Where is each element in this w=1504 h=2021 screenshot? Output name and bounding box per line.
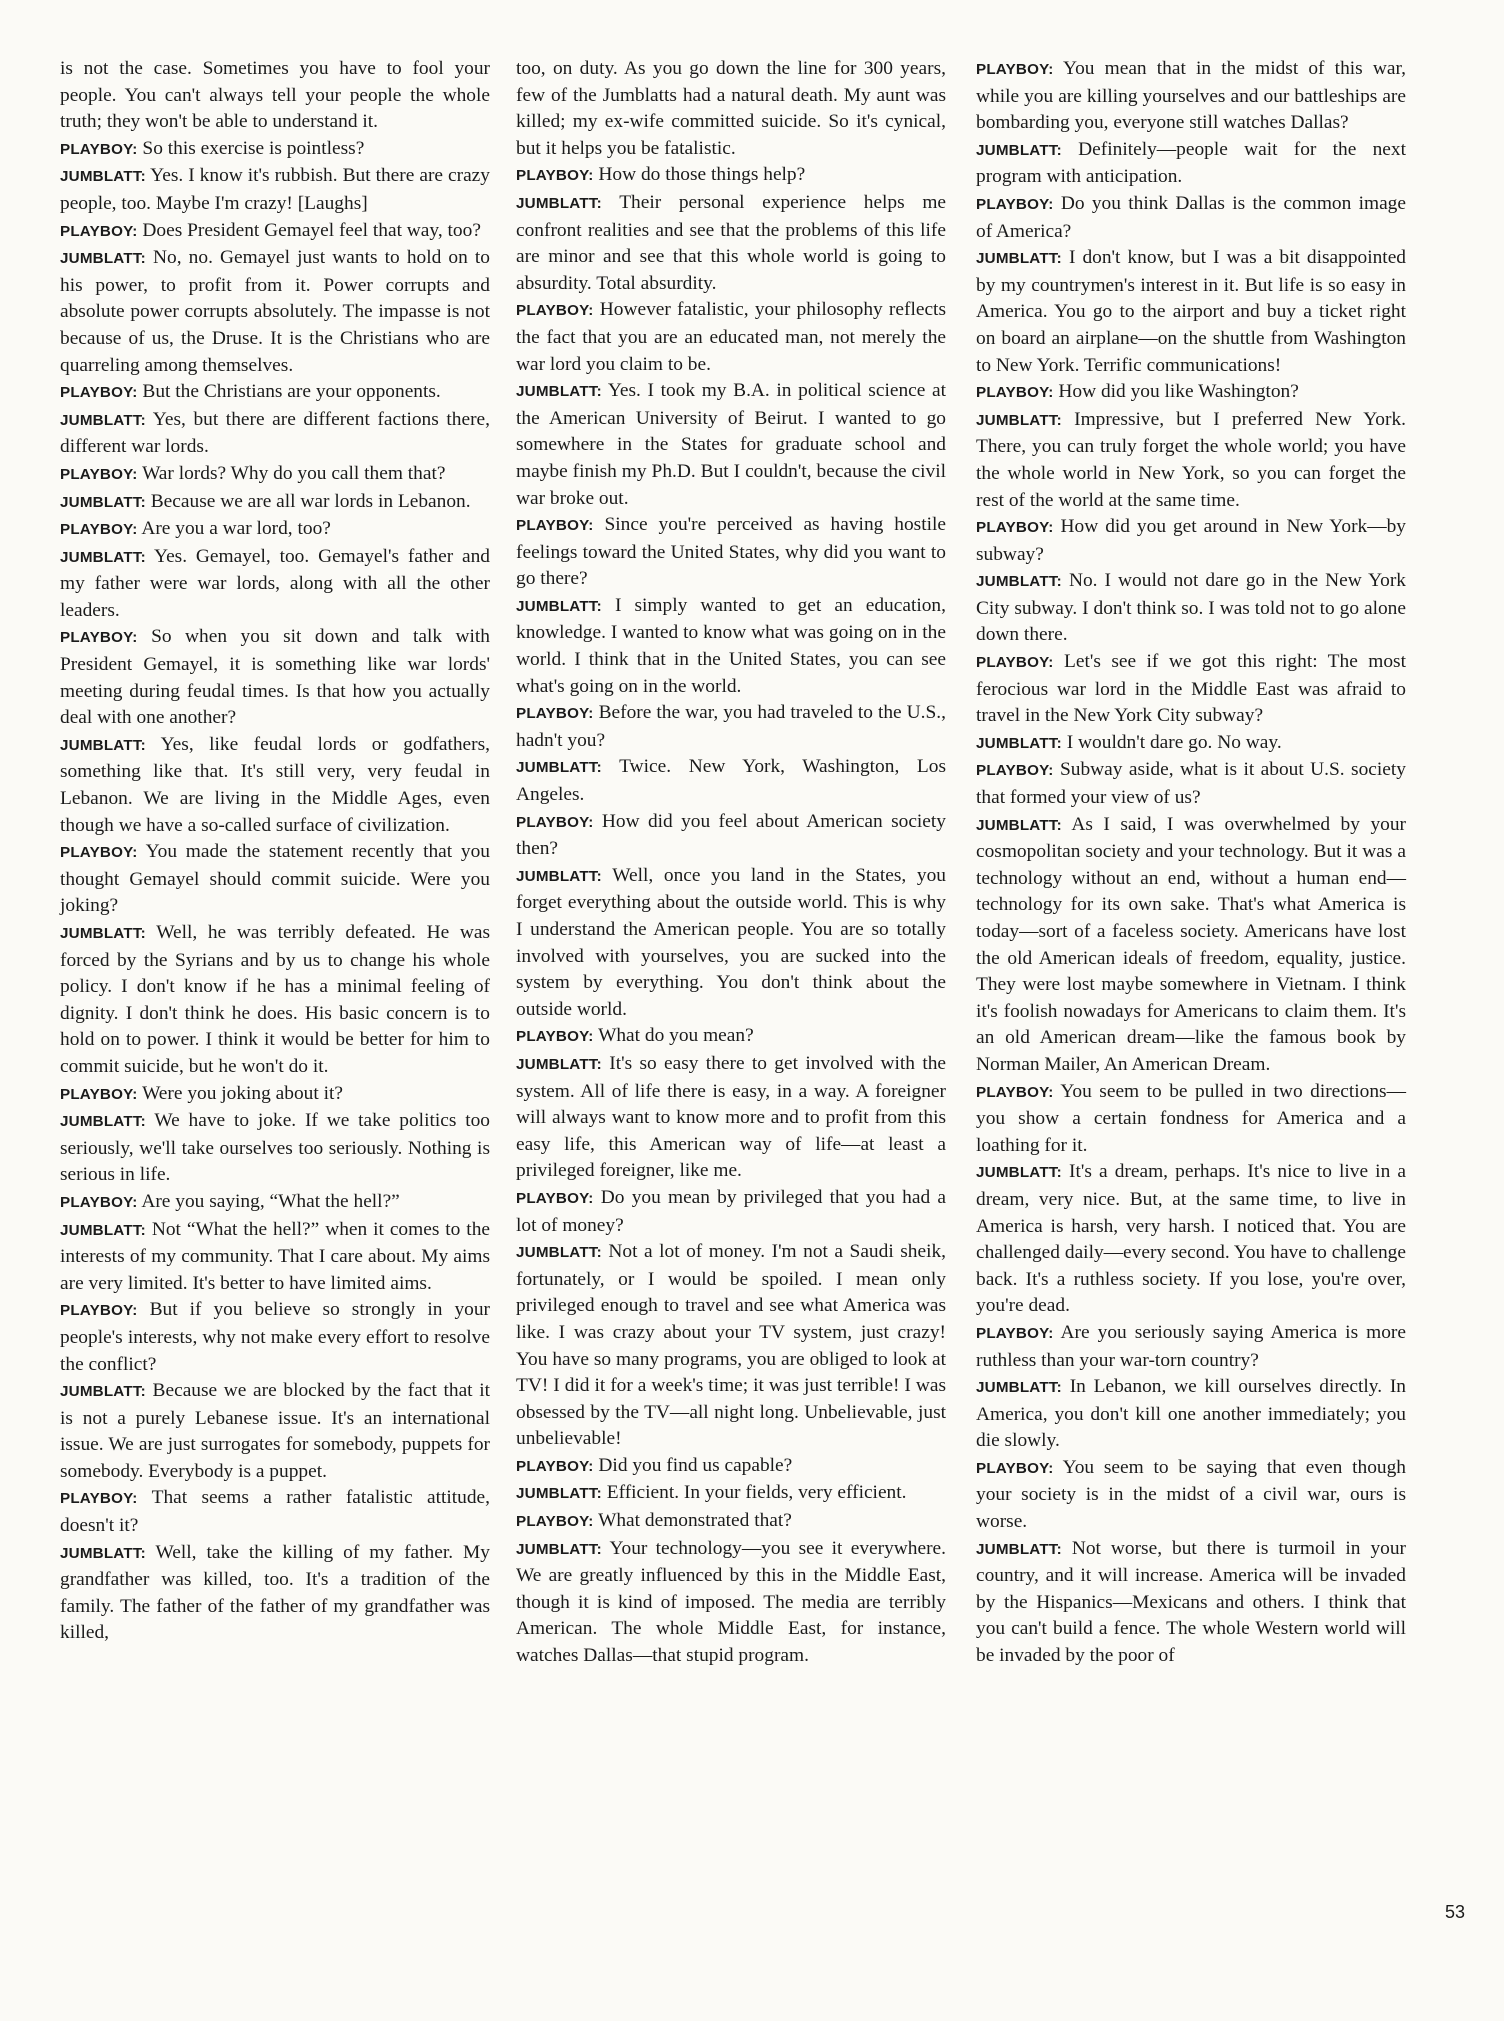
interview-paragraph	[60, 1217, 490, 1298]
interview-paragraph	[60, 1081, 490, 1109]
speaker-label: PLAYBOY:	[516, 813, 594, 831]
speaker-label: PLAYBOY:	[60, 1490, 138, 1508]
interview-paragraph	[976, 1159, 1406, 1320]
speaker-label: PLAYBOY:	[60, 140, 138, 158]
speaker-label: PLAYBOY:	[976, 61, 1054, 78]
paragraph-text: You seem to be pulled in two directions—you show a certain fondness for America and a loathing for it.	[976, 1080, 1406, 1156]
paragraph-text: Does President Gemayel feel that way, too?	[142, 219, 481, 241]
speaker-label: JUMBLATT:	[60, 1113, 146, 1131]
speaker-label: JUMBLATT:	[516, 1244, 602, 1262]
paragraph-text: What do you mean?	[598, 1025, 754, 1047]
interview-paragraph	[516, 297, 946, 378]
interview-paragraph	[516, 593, 946, 700]
interview-paragraph	[516, 1239, 946, 1453]
speaker-label: PLAYBOY:	[516, 1457, 594, 1475]
interview-paragraph	[976, 1079, 1406, 1160]
speaker-label: JUMBLATT:	[516, 1055, 602, 1073]
paragraph-text: Impressive, but I preferred New York. There, you can truly forget the whole world; you have the whole world in New York, so you can forget the rest of the world at the same time.	[976, 408, 1406, 511]
paragraph-text: Yes. I know it's rubbish. But there are crazy people, too. Maybe I'm crazy! [Laughs]	[60, 165, 490, 214]
speaker-label: PLAYBOY:	[516, 1028, 594, 1046]
speaker-label: JUMBLATT:	[60, 736, 146, 754]
paragraph-text: You mean that in the midst of this war, while you are killing yourselves and our battleships are bombarding you, everyone still watches Dallas?	[976, 58, 1406, 134]
speaker-label: PLAYBOY:	[60, 629, 138, 647]
interview-paragraph	[60, 461, 490, 489]
speaker-label: JUMBLATT:	[976, 1540, 1062, 1558]
interview-paragraph	[516, 700, 946, 754]
speaker-label: JUMBLATT:	[976, 573, 1062, 591]
interview-paragraph	[516, 378, 946, 512]
paragraph-text: Not a lot of money. I'm not a Saudi sheik, fortunately, or I would be spoiled. I mean only privileged enough to travel and see what America was like. I was crazy about your TV system, just crazy! You have so many programs, you are obliged to look at TV! I did it for a week's time; it was just terrible! I was obsessed by the TV—all night long. Unbelievable, just unbelievable!	[516, 1241, 946, 1450]
speaker-label: PLAYBOY:	[60, 844, 138, 862]
paragraph-text: War lords? Why do you call them that?	[142, 462, 446, 484]
paragraph-text: Did you find us capable?	[598, 1454, 793, 1476]
paragraph-text: We have to joke. If we take politics too seriously, we'll take ourselves too seriously. Nothing is serious in life.	[60, 1110, 490, 1186]
interview-paragraph	[516, 162, 946, 190]
paragraph-text: Do you think Dallas is the common image of America?	[976, 192, 1406, 242]
interview-paragraph	[60, 218, 490, 246]
text-column-1	[60, 56, 490, 1647]
interview-paragraph	[976, 812, 1406, 1079]
speaker-label: JUMBLATT:	[516, 194, 602, 212]
paragraph-text: Subway aside, what is it about U.S. society that formed your view of us?	[976, 759, 1406, 809]
paragraph-text: Definitely—people wait for the next program with anticipation.	[976, 138, 1406, 188]
interview-paragraph	[60, 163, 490, 217]
paragraph-text: No, no. Gemayel just wants to hold on to his power, to profit from it. Power corrupts and absolute power corrupts absolutely. The impasse is not because of us, the Druse. It is the Christians who are quarreling among themselves.	[60, 247, 490, 376]
paragraph-text: Because we are blocked by the fact that it is not a purely Lebanese issue. It's an international issue. We are just surrogates for somebody, puppets for somebody. Everybody is a puppet.	[60, 1380, 490, 1482]
interview-paragraph	[976, 56, 1406, 137]
paragraph-text: Yes. I took my B.A. in political science at the American University of Beirut. I wanted to go somewhere in the States for graduate school and maybe finish my Ph.D. But I couldn't, because the civil war broke out.	[516, 380, 946, 509]
paragraph-text: too, on duty. As you go down the line for 300 years, few of the Jumblatts had a natural death. My aunt was killed; my ex-wife committed suicide. So it's cynical, but it helps you be fatalistic.	[516, 58, 946, 159]
speaker-label: JUMBLATT:	[976, 816, 1062, 834]
interview-paragraph	[516, 1536, 946, 1670]
interview-paragraph	[976, 407, 1406, 514]
interview-paragraph	[976, 191, 1406, 245]
speaker-label: JUMBLATT:	[60, 925, 146, 942]
interview-paragraph	[60, 1108, 490, 1189]
paragraph-text: You made the statement recently that you thought Gemayel should commit suicide. Were you joking?	[60, 841, 490, 917]
interview-paragraph	[976, 568, 1406, 649]
speaker-label: PLAYBOY:	[976, 519, 1054, 537]
paragraph-text: Since you're perceived as having hostile feelings toward the United States, why did you want to go there?	[516, 514, 946, 590]
text-column-2	[516, 56, 946, 1670]
paragraph-text: Not “What the hell?” when it comes to the interests of my community. That I care about. My aims are very limited. It's better to have limited aims.	[60, 1218, 490, 1294]
speaker-label: PLAYBOY:	[516, 517, 594, 535]
interview-paragraph	[516, 512, 946, 593]
paragraph-text: What demonstrated that?	[598, 1510, 792, 1532]
paragraph-text: Are you a war lord, too?	[141, 518, 331, 540]
speaker-label: PLAYBOY:	[516, 302, 594, 320]
interview-paragraph	[60, 136, 490, 164]
interview-paragraph	[516, 1508, 946, 1536]
interview-paragraph	[976, 379, 1406, 407]
paragraph-text: Efficient. In your fields, very efficient.	[606, 1482, 907, 1504]
paragraph-text: Well, he was terribly defeated. He was forced by the Syrians and by us to change his whole policy. I don't know if he has a minimal feeling of dignity. I don't think he does. His basic concern is to hold on to power. I think it would be better for him to commit suicide, but he won't do it.	[60, 922, 491, 1077]
paragraph-text: That seems a rather fatalistic attitude, doesn't it?	[60, 1487, 490, 1537]
speaker-label: PLAYBOY:	[976, 1083, 1054, 1101]
paragraph-text: Let's see if we got this right: The most ferocious war lord in the Middle East was afraid to travel in the New York City subway?	[976, 651, 1406, 727]
interview-paragraph	[60, 516, 490, 544]
speaker-label: PLAYBOY:	[60, 521, 138, 539]
speaker-label: PLAYBOY:	[976, 384, 1054, 402]
paragraph-text: Your technology—you see it everywhere. We are greatly influenced by this in the Middle East, though it is kind of imposed. The media are terribly American. The whole Middle East, for instance, watches Dallas—that stupid program.	[516, 1537, 946, 1667]
paragraph-text: Well, take the killing of my father. My grandfather was killed, too. It's a tradition of the family. The father of the father of my grandfather was killed,	[60, 1541, 490, 1644]
interview-paragraph	[60, 56, 490, 136]
speaker-label: JUMBLATT:	[976, 250, 1062, 268]
paragraph-text: In Lebanon, we kill ourselves directly. In America, you don't kill one another immediately; you die slowly.	[976, 1376, 1406, 1452]
speaker-label: PLAYBOY:	[516, 705, 594, 723]
paragraph-text: However fatalistic, your philosophy reflects the fact that you are an educated man, not merely the war lord you claim to be.	[516, 299, 946, 375]
speaker-label: PLAYBOY:	[60, 222, 138, 240]
speaker-label: JUMBLATT:	[516, 759, 602, 777]
speaker-label: PLAYBOY:	[60, 1193, 138, 1211]
speaker-label: JUMBLATT:	[516, 383, 602, 401]
interview-paragraph	[60, 839, 490, 920]
interview-paragraph	[516, 1185, 946, 1239]
interview-paragraph	[516, 1051, 946, 1185]
paragraph-text: No. I would not dare go in the New York City subway. I don't think so. I was told not to go alone down there.	[976, 570, 1406, 646]
paragraph-text: Yes. Gemayel, too. Gemayel's father and my father were war lords, along with all the other leaders.	[60, 545, 490, 621]
interview-paragraph	[516, 56, 946, 162]
paragraph-text: Not worse, but there is turmoil in your country, and it will increase. America will be invaded by the Hispanics—Mexicans and others. I think that you can't build a fence. The whole Western world will be invaded by the poor of	[976, 1537, 1406, 1667]
speaker-label: PLAYBOY:	[516, 167, 594, 185]
speaker-label: JUMBLATT:	[60, 250, 146, 268]
speaker-label: JUMBLATT:	[60, 493, 146, 511]
speaker-label: PLAYBOY:	[60, 465, 138, 483]
speaker-label: PLAYBOY:	[976, 762, 1054, 780]
page-number: 53	[1445, 1902, 1466, 1922]
interview-paragraph	[976, 137, 1406, 191]
paragraph-text: Are you seriously saying America is more ruthless than your war-torn country?	[976, 1321, 1406, 1371]
interview-paragraph	[976, 730, 1406, 758]
speaker-label: PLAYBOY:	[60, 1302, 138, 1320]
interview-paragraph	[60, 1297, 490, 1378]
speaker-label: JUMBLATT:	[516, 1540, 602, 1558]
interview-paragraph	[60, 1485, 490, 1539]
interview-paragraph	[516, 1023, 946, 1051]
paragraph-text: Do you mean by privileged that you had a lot of money?	[516, 1186, 946, 1236]
interview-paragraph	[976, 1320, 1406, 1374]
speaker-label: JUMBLATT:	[976, 141, 1062, 159]
interview-paragraph	[60, 407, 490, 461]
paragraph-text: Because we are all war lords in Lebanon.	[150, 490, 471, 512]
speaker-label: PLAYBOY:	[976, 195, 1054, 213]
speaker-label: PLAYBOY:	[516, 1513, 594, 1531]
paragraph-text: I don't know, but I was a bit disappointed by my countrymen's interest in it. But life is so easy in America. You go to the airport and buy a ticket right on board an airplane—on the shuttle from Washington to New York. Terrific communications!	[976, 247, 1406, 376]
paragraph-text: As I said, I was overwhelmed by your cosmopolitan society and your technology. But it was a technology without an end, without a human end—technology for its own sake. That's what America is today—sort of a faceless society. Americans have lost the old American ideals of freedom, equality, justice. They were lost maybe somewhere in Vietnam. I think it's foolish nowadays for Americans to claim them. It's an old American dream—like the famous book by Norman Mailer, An American Dream.	[976, 813, 1406, 1075]
interview-paragraph	[976, 757, 1406, 811]
interview-paragraph	[976, 245, 1406, 379]
interview-paragraph	[60, 732, 490, 839]
speaker-label: JUMBLATT:	[976, 1164, 1062, 1182]
paragraph-text: It's a dream, perhaps. It's nice to live in a dream, very nice. But, at the same time, to live in America is harsh, very harsh. I noticed that. You are challenged daily—every second. You have to challenge back. It's a ruthless society. If you lose, you're over, you're dead.	[976, 1161, 1406, 1317]
interview-paragraph	[516, 1453, 946, 1481]
interview-paragraph	[60, 379, 490, 407]
speaker-label: PLAYBOY:	[60, 384, 138, 402]
speaker-label: JUMBLATT:	[60, 548, 146, 566]
paragraph-text: Well, once you land in the States, you forget everything about the outside world. This is why I understand the American people. You are so totally involved with yourselves, you are sucked into the system by everything. You don't think about the outside world.	[516, 864, 946, 1020]
interview-paragraph	[516, 863, 946, 1024]
interview-paragraph	[516, 754, 946, 808]
speaker-label: JUMBLATT:	[60, 168, 146, 186]
paragraph-text: Before the war, you had traveled to the U.S., hadn't you?	[516, 702, 946, 751]
interview-paragraph	[60, 544, 490, 625]
paragraph-text: How did you feel about American society then?	[516, 810, 946, 860]
interview-paragraph	[60, 1378, 490, 1485]
interview-paragraph	[60, 489, 490, 517]
paragraph-text: How do those things help?	[598, 164, 806, 186]
paragraph-text: But the Christians are your opponents.	[142, 381, 441, 403]
interview-paragraph	[516, 1480, 946, 1508]
interview-paragraph	[60, 624, 490, 731]
speaker-label: JUMBLATT:	[976, 411, 1062, 429]
speaker-label: PLAYBOY:	[976, 654, 1054, 672]
speaker-label: JUMBLATT:	[60, 1544, 146, 1562]
paragraph-text: Are you saying, “What the hell?”	[141, 1190, 400, 1212]
paragraph-text: How did you get around in New York—by subway?	[976, 516, 1406, 565]
speaker-label: JUMBLATT:	[60, 411, 146, 429]
speaker-label: PLAYBOY:	[976, 1459, 1054, 1477]
paragraph-text: I simply wanted to get an education, knowledge. I wanted to know what was going on in the world. I think that in the United States, you can see what's going on in the world.	[516, 594, 946, 697]
speaker-label: JUMBLATT:	[976, 1379, 1062, 1397]
paragraph-text: Their personal experience helps me confront realities and see that the problems of this life are minor and see that this whole world is going to absurdity. Total absurdity.	[516, 191, 947, 294]
interview-paragraph	[60, 245, 490, 379]
interview-paragraph	[60, 1189, 490, 1217]
paragraph-text: You seem to be saying that even though your society is in the midst of a civil war, ours is worse.	[976, 1456, 1406, 1533]
paragraph-text: But if you believe so strongly in your people's interests, why not make every effort to resolve the conflict?	[60, 1299, 490, 1375]
interview-paragraph	[976, 1536, 1406, 1670]
speaker-label: JUMBLATT:	[516, 1485, 602, 1503]
interview-paragraph	[60, 920, 490, 1081]
interview-paragraph	[976, 514, 1406, 568]
interview-paragraph	[60, 1540, 490, 1647]
text-column-3	[976, 56, 1406, 1670]
paragraph-text: Yes, but there are different factions there, different war lords.	[60, 408, 490, 458]
paragraph-text: So when you sit down and talk with President Gemayel, it is something like war lords' meeting during feudal times. Is that how you actually deal with one another?	[60, 626, 490, 729]
speaker-label: PLAYBOY:	[976, 1324, 1054, 1342]
interview-paragraph	[516, 190, 946, 297]
interview-paragraph	[976, 649, 1406, 730]
paragraph-text: Were you joking about it?	[142, 1082, 343, 1104]
paragraph-text: So this exercise is pointless?	[142, 137, 365, 159]
paragraph-text: Yes, like feudal lords or godfathers, something like that. It's still very, very feudal in Lebanon. We are living in the Middle Ages, even though we have a so-called surface of civilization.	[60, 733, 490, 836]
speaker-label: JUMBLATT:	[516, 867, 602, 885]
speaker-label: PLAYBOY:	[60, 1085, 138, 1103]
speaker-label: JUMBLATT:	[976, 734, 1062, 752]
speaker-label: JUMBLATT:	[60, 1221, 146, 1239]
paragraph-text: Twice. New York, Washington, Los Angeles.	[516, 756, 947, 806]
paragraph-text: How did you like Washington?	[1058, 381, 1299, 403]
paragraph-text: is not the case. Sometimes you have to fool your people. You can't always tell your people the whole truth; they won't be able to understand it.	[60, 58, 490, 133]
paragraph-text: I wouldn't dare go. No way.	[1066, 731, 1282, 753]
speaker-label: JUMBLATT:	[516, 597, 602, 615]
interview-paragraph	[516, 809, 946, 863]
interview-paragraph	[976, 1374, 1406, 1455]
paragraph-text: It's so easy there to get involved with the system. All of life there is easy, in a way. A foreigner will always want to know more and to profit from this easy life, this American way of life—at least a privileged foreigner, like me.	[516, 1052, 947, 1182]
speaker-label: PLAYBOY:	[516, 1189, 594, 1207]
interview-paragraph	[976, 1455, 1406, 1536]
speaker-label: JUMBLATT:	[60, 1383, 146, 1401]
